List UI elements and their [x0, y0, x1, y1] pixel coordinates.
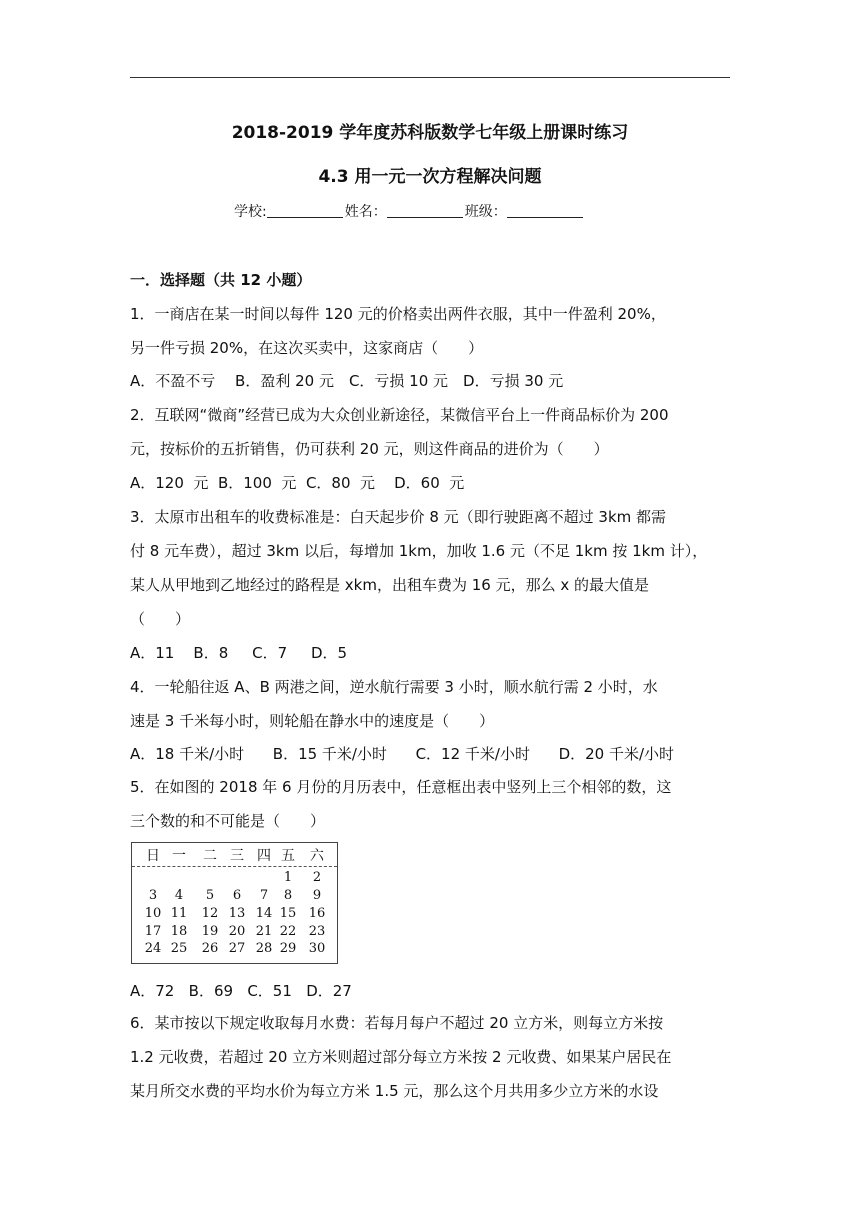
question-1-line-1: 1．一商店在某一时间以每件 120 元的价格卖出两件衣服，其中一件盈利 20%，	[130, 305, 666, 323]
question-5	[130, 770, 733, 838]
question-1	[130, 297, 733, 365]
question-5-options: A．72 B．69 C．51 D．27	[130, 982, 352, 1000]
school-label: 学校:	[234, 204, 267, 220]
question-2-line-2: 元，按标价的五折销售，仍可获利 20 元，则这件商品的进价为（ ）	[130, 440, 609, 458]
calendar-day: 10	[144, 906, 162, 921]
calendar-day: 15	[279, 906, 297, 921]
question-4-line-1: 4．一轮船往返 A、B 两港之间，逆水航行需要 3 小时，顺水航行需 2 小时，水	[130, 678, 658, 696]
question-1-line-2: 另一件亏损 20%，在这次买卖中，这家商店（ ）	[130, 339, 484, 357]
calendar-day: 29	[279, 941, 297, 956]
calendar-day: 26	[201, 941, 219, 956]
calendar-day: 20	[228, 924, 246, 939]
calendar-day: 11	[170, 906, 188, 921]
question-4-line-2: 速是 3 千米每小时，则轮船在静水中的速度是（ ）	[130, 712, 495, 730]
calendar-weekday: 三	[230, 848, 244, 864]
question-4	[130, 670, 733, 738]
name-blank	[387, 203, 463, 218]
section-heading: 一．选择题（共 12 小题）	[130, 271, 312, 289]
calendar-day: 13	[228, 906, 246, 921]
question-5-line-2: 三个数的和不可能是（ ）	[130, 812, 326, 830]
calendar-day: 27	[228, 941, 246, 956]
calendar-day: 2	[312, 870, 322, 885]
question-4-options: A．18 千米/小时 B．15 千米/小时 C．12 千米/小时 D．20 千米/小时	[130, 745, 675, 763]
calendar-day: 16	[308, 906, 326, 921]
question-6-line-2: 1.2 元收费，若超过 20 立方米则超过部分每立方米按 2 元收费、如果某户居民在	[130, 1048, 672, 1066]
calendar-day: 8	[283, 888, 293, 903]
calendar-weekday: 五	[281, 848, 295, 864]
question-3-line-1: 3．太原市出租车的收费标准是：白天起步价 8 元（即行驶距离不超过 3km 都需	[130, 508, 667, 526]
calendar-day: 5	[205, 888, 215, 903]
calendar-day: 19	[201, 924, 219, 939]
calendar-weekday: 四	[257, 848, 271, 864]
question-3	[130, 500, 733, 636]
question-3-line-4: （ ）	[130, 610, 191, 628]
question-3-options: A．11 B．8 C．7 D．5	[130, 644, 348, 662]
question-1-options: A．不盈不亏 B．盈利 20 元 C．亏损 10 元 D．亏损 30 元	[130, 372, 564, 390]
question-6-line-1: 6．某市按以下规定收取每月水费：若每月每户不超过 20 立方米，则每立方米按	[130, 1014, 664, 1032]
calendar-day: 28	[255, 941, 273, 956]
calendar-day: 24	[144, 941, 162, 956]
class-label: 班级：	[464, 204, 507, 220]
calendar-weekday: 日	[146, 848, 160, 864]
question-2-options: A．120 元 B．100 元 C．80 元 D．60 元	[130, 474, 465, 492]
page-title: 2018-2019 学年度苏科版数学七年级上册课时练习	[231, 123, 629, 143]
calendar-weekday: 二	[203, 848, 217, 864]
header-rule	[130, 77, 730, 78]
question-2	[130, 398, 733, 466]
calendar-day: 22	[279, 924, 297, 939]
school-blank	[267, 203, 343, 218]
question-5-line-1: 5．在如图的 2018 年 6 月份的月历表中，任意框出表中竖列上三个相邻的数，这	[130, 778, 672, 796]
student-info	[234, 201, 585, 221]
question-6	[130, 1006, 733, 1108]
calendar-day: 18	[170, 924, 188, 939]
calendar-day: 6	[232, 888, 242, 903]
question-3-line-2: 付 8 元车费），超过 3km 以后，每增加 1km，加收 1.6 元（不足 1km 按 1km 计），	[130, 542, 708, 560]
calendar-day: 9	[312, 888, 322, 903]
calendar-day: 4	[174, 888, 184, 903]
calendar-day: 25	[170, 941, 188, 956]
calendar-day: 12	[201, 906, 219, 921]
calendar-weekday: 六	[310, 848, 324, 864]
calendar-weekday: 一	[172, 848, 186, 864]
calendar-day: 1	[283, 870, 293, 885]
question-2-line-1: 2．互联网“微商”经营已成为大众创业新途径，某微信平台上一件商品标价为 200	[130, 406, 669, 424]
class-blank	[507, 203, 583, 218]
question-3-line-3: 某人从甲地到乙地经过的路程是 xkm，出租车费为 16 元，那么 x 的最大值是	[130, 576, 649, 594]
name-label: 姓名：	[344, 204, 387, 220]
page-subtitle: 4.3 用一元一次方程解决问题	[318, 167, 542, 187]
calendar-day: 17	[144, 924, 162, 939]
calendar-day: 21	[255, 924, 273, 939]
calendar-day: 3	[148, 888, 158, 903]
calendar-day: 7	[259, 888, 269, 903]
calendar-day: 14	[255, 906, 273, 921]
calendar-day: 30	[308, 941, 326, 956]
question-6-line-3: 某月所交水费的平均水价为每立方米 1.5 元，那么这个月共用多少立方米的水设	[130, 1082, 659, 1100]
calendar-day: 23	[308, 924, 326, 939]
calendar-table	[131, 842, 338, 964]
